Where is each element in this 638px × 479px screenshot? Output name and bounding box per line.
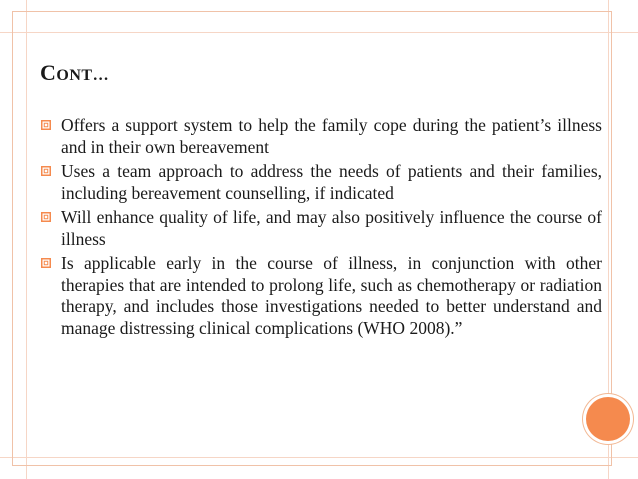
ornamental-square-bullet-icon — [41, 166, 51, 176]
orange-circle-decoration — [586, 397, 630, 441]
bullet-item — [40, 161, 602, 204]
bullet-item — [40, 253, 602, 339]
bullet-list — [40, 115, 602, 342]
title-rest: ONT… — [56, 67, 110, 84]
ornamental-square-bullet-icon — [41, 120, 51, 130]
ornamental-square-bullet-icon — [41, 258, 51, 268]
bullet-text: Uses a team approach to address the needs of patients and their families, including bereavement counselling, if indicated — [61, 161, 602, 203]
slide-title — [40, 60, 109, 86]
bullet-text: Will enhance quality of life, and may also positively influence the course of illness — [61, 207, 602, 249]
bullet-text: Offers a support system to help the family cope during the patient’s illness and in their own bereavement — [61, 115, 602, 157]
ornamental-square-bullet-icon — [41, 212, 51, 222]
bullet-text: Is applicable early in the course of illness, in conjunction with other therapies that are intended to prolong life, such as chemotherapy or radiation therapy, and includes those investigations needed to better understand and manage distressing clinical complications (WHO 2008).” — [61, 253, 602, 338]
bullet-item — [40, 207, 602, 250]
title-initial: C — [40, 60, 57, 85]
bullet-item — [40, 115, 602, 158]
